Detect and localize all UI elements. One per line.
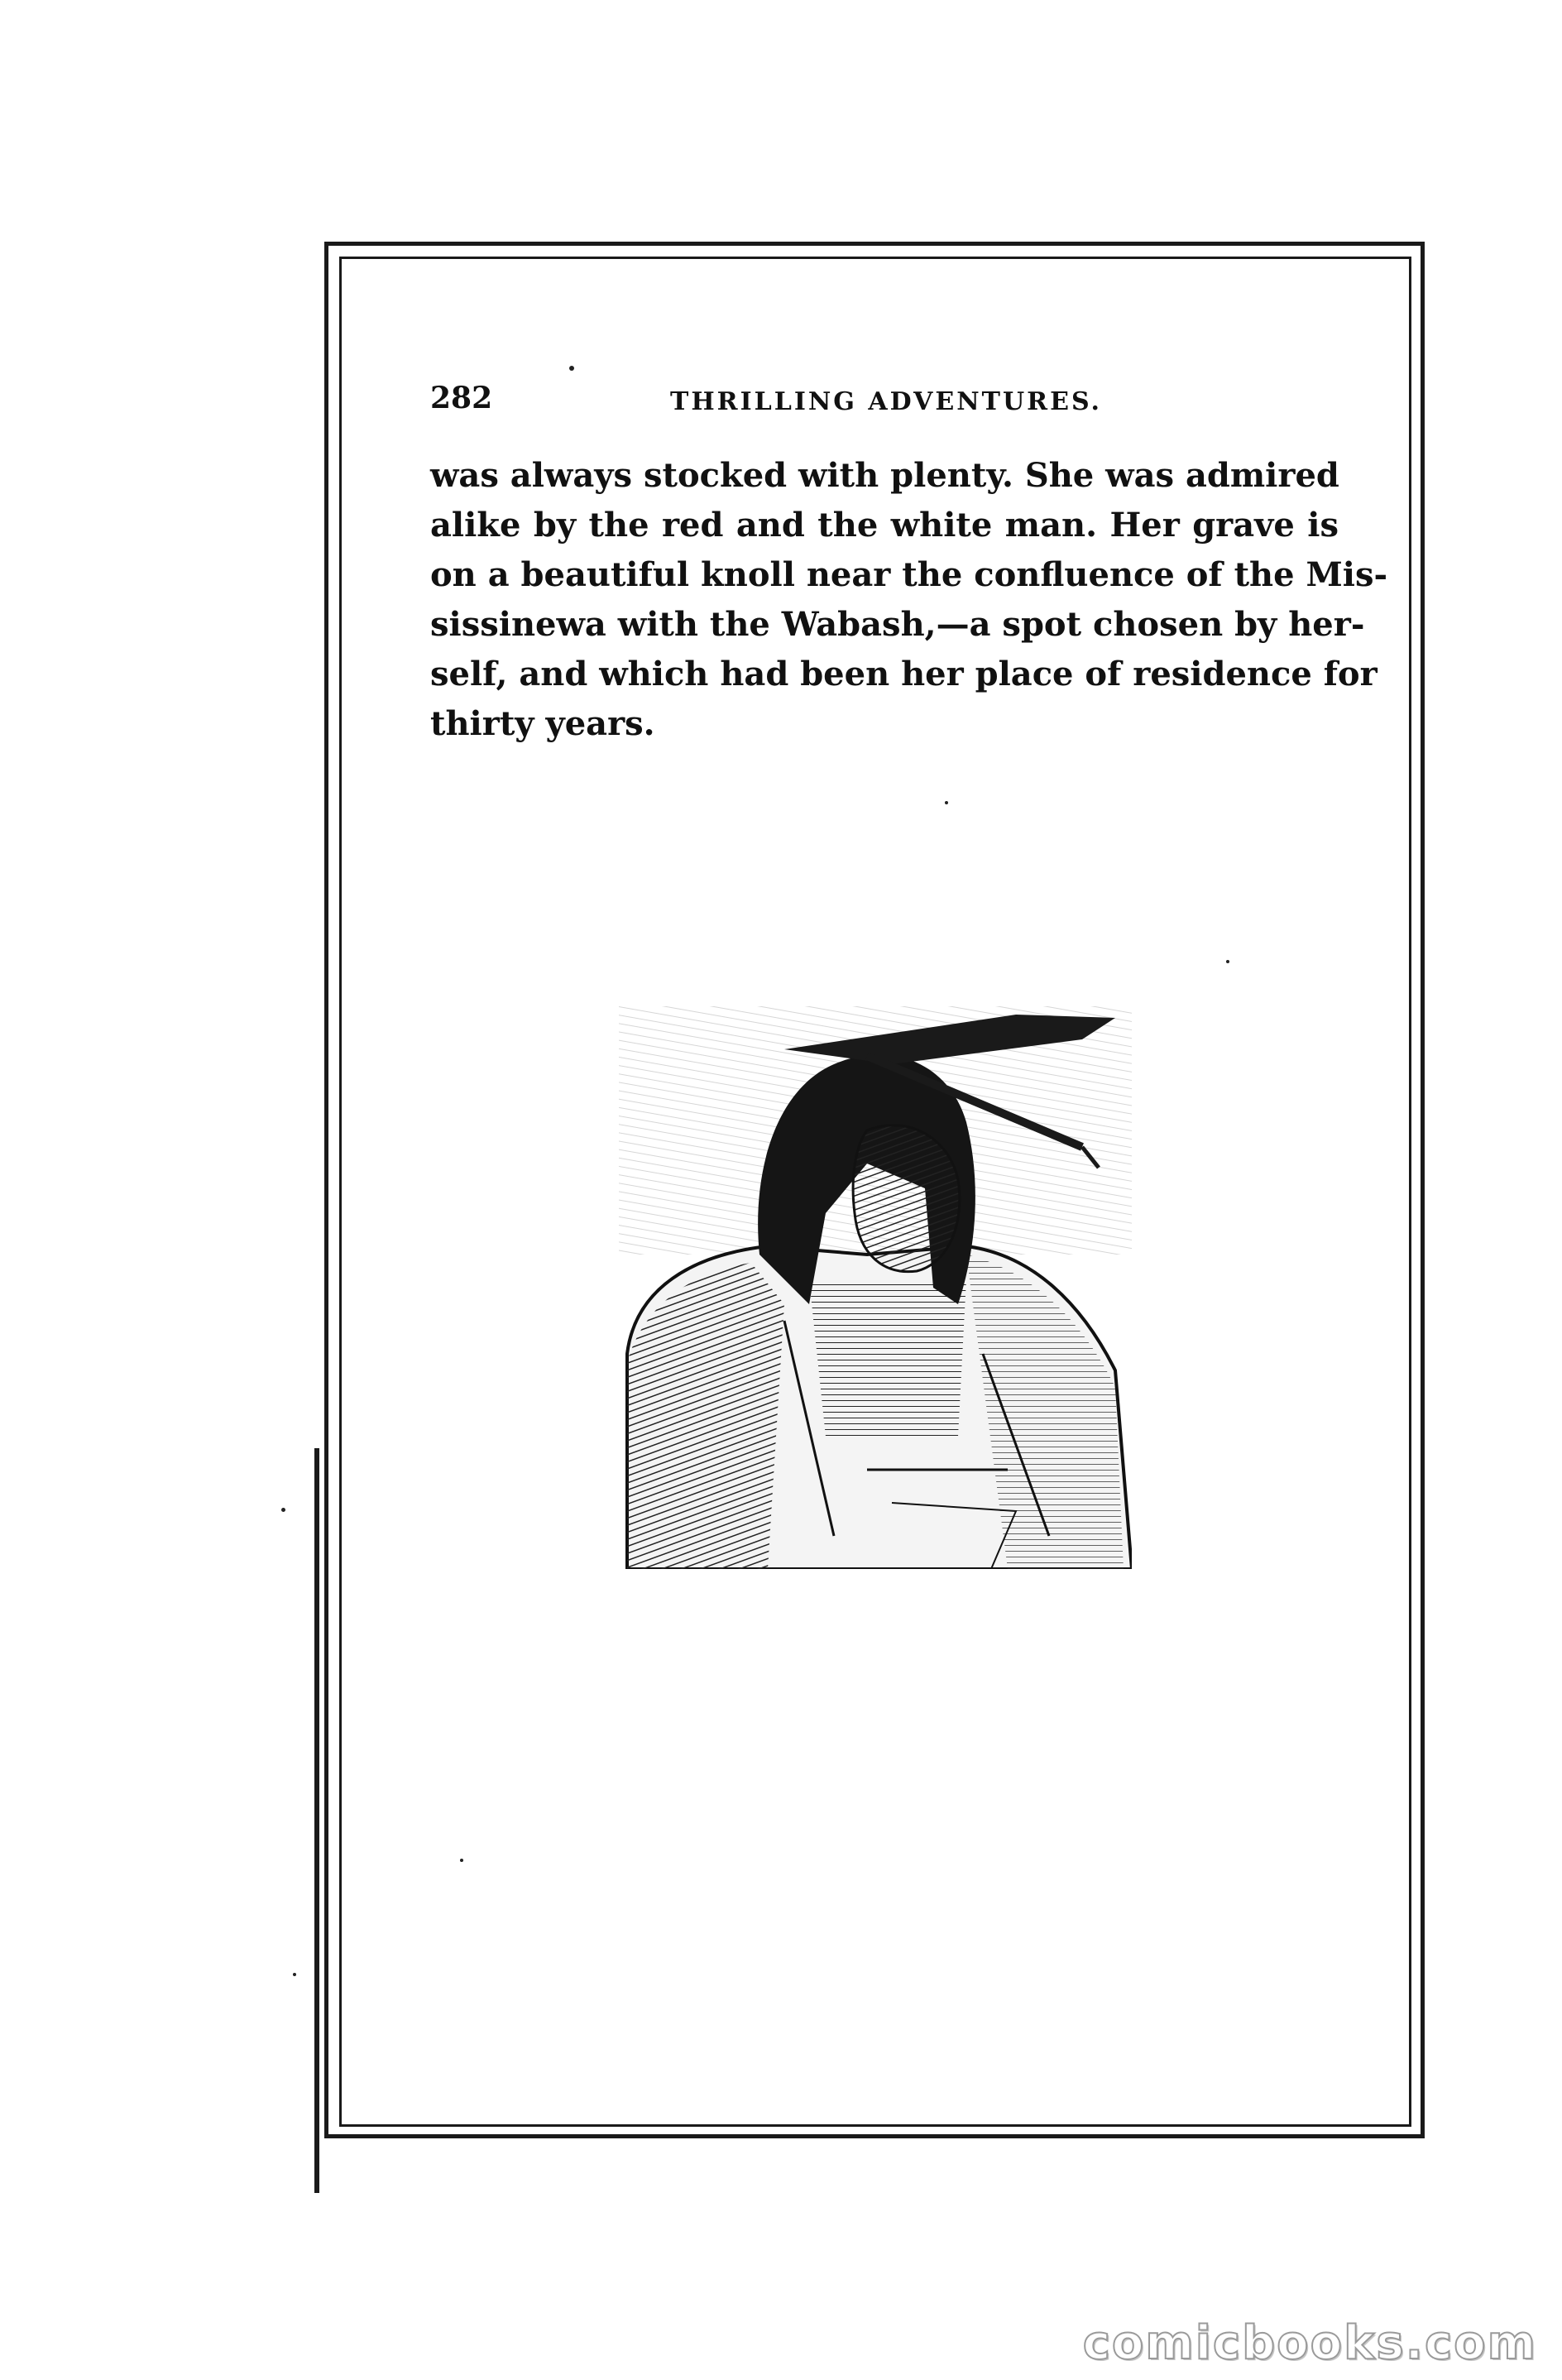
print-speck bbox=[293, 1973, 296, 1976]
body-paragraph bbox=[430, 451, 1388, 749]
print-speck bbox=[460, 1859, 463, 1862]
page-border-edge bbox=[314, 1448, 319, 2193]
page-number: 282 bbox=[430, 381, 493, 415]
print-speck bbox=[1226, 960, 1229, 963]
running-title: THRILLING ADVENTURES. bbox=[670, 387, 1102, 416]
text-line: self, and which had been her place of residence for bbox=[430, 655, 1378, 693]
text-line: thirty years. bbox=[430, 704, 655, 743]
engraved-portrait-icon bbox=[619, 1006, 1132, 1569]
print-speck bbox=[945, 801, 948, 804]
text-line: on a beautiful knoll near the confluence of the Mis- bbox=[430, 555, 1388, 594]
text-line: was always stocked with plenty. She was admired bbox=[430, 456, 1339, 495]
text-line: sissinewa with the Wabash,—a spot chosen by her- bbox=[430, 605, 1365, 644]
text-line: alike by the red and the white man. Her grave is bbox=[430, 506, 1339, 545]
page-header bbox=[430, 381, 1340, 422]
print-speck bbox=[569, 366, 574, 371]
watermark: comicbooks.com bbox=[1082, 2316, 1537, 2370]
print-speck bbox=[281, 1508, 285, 1512]
